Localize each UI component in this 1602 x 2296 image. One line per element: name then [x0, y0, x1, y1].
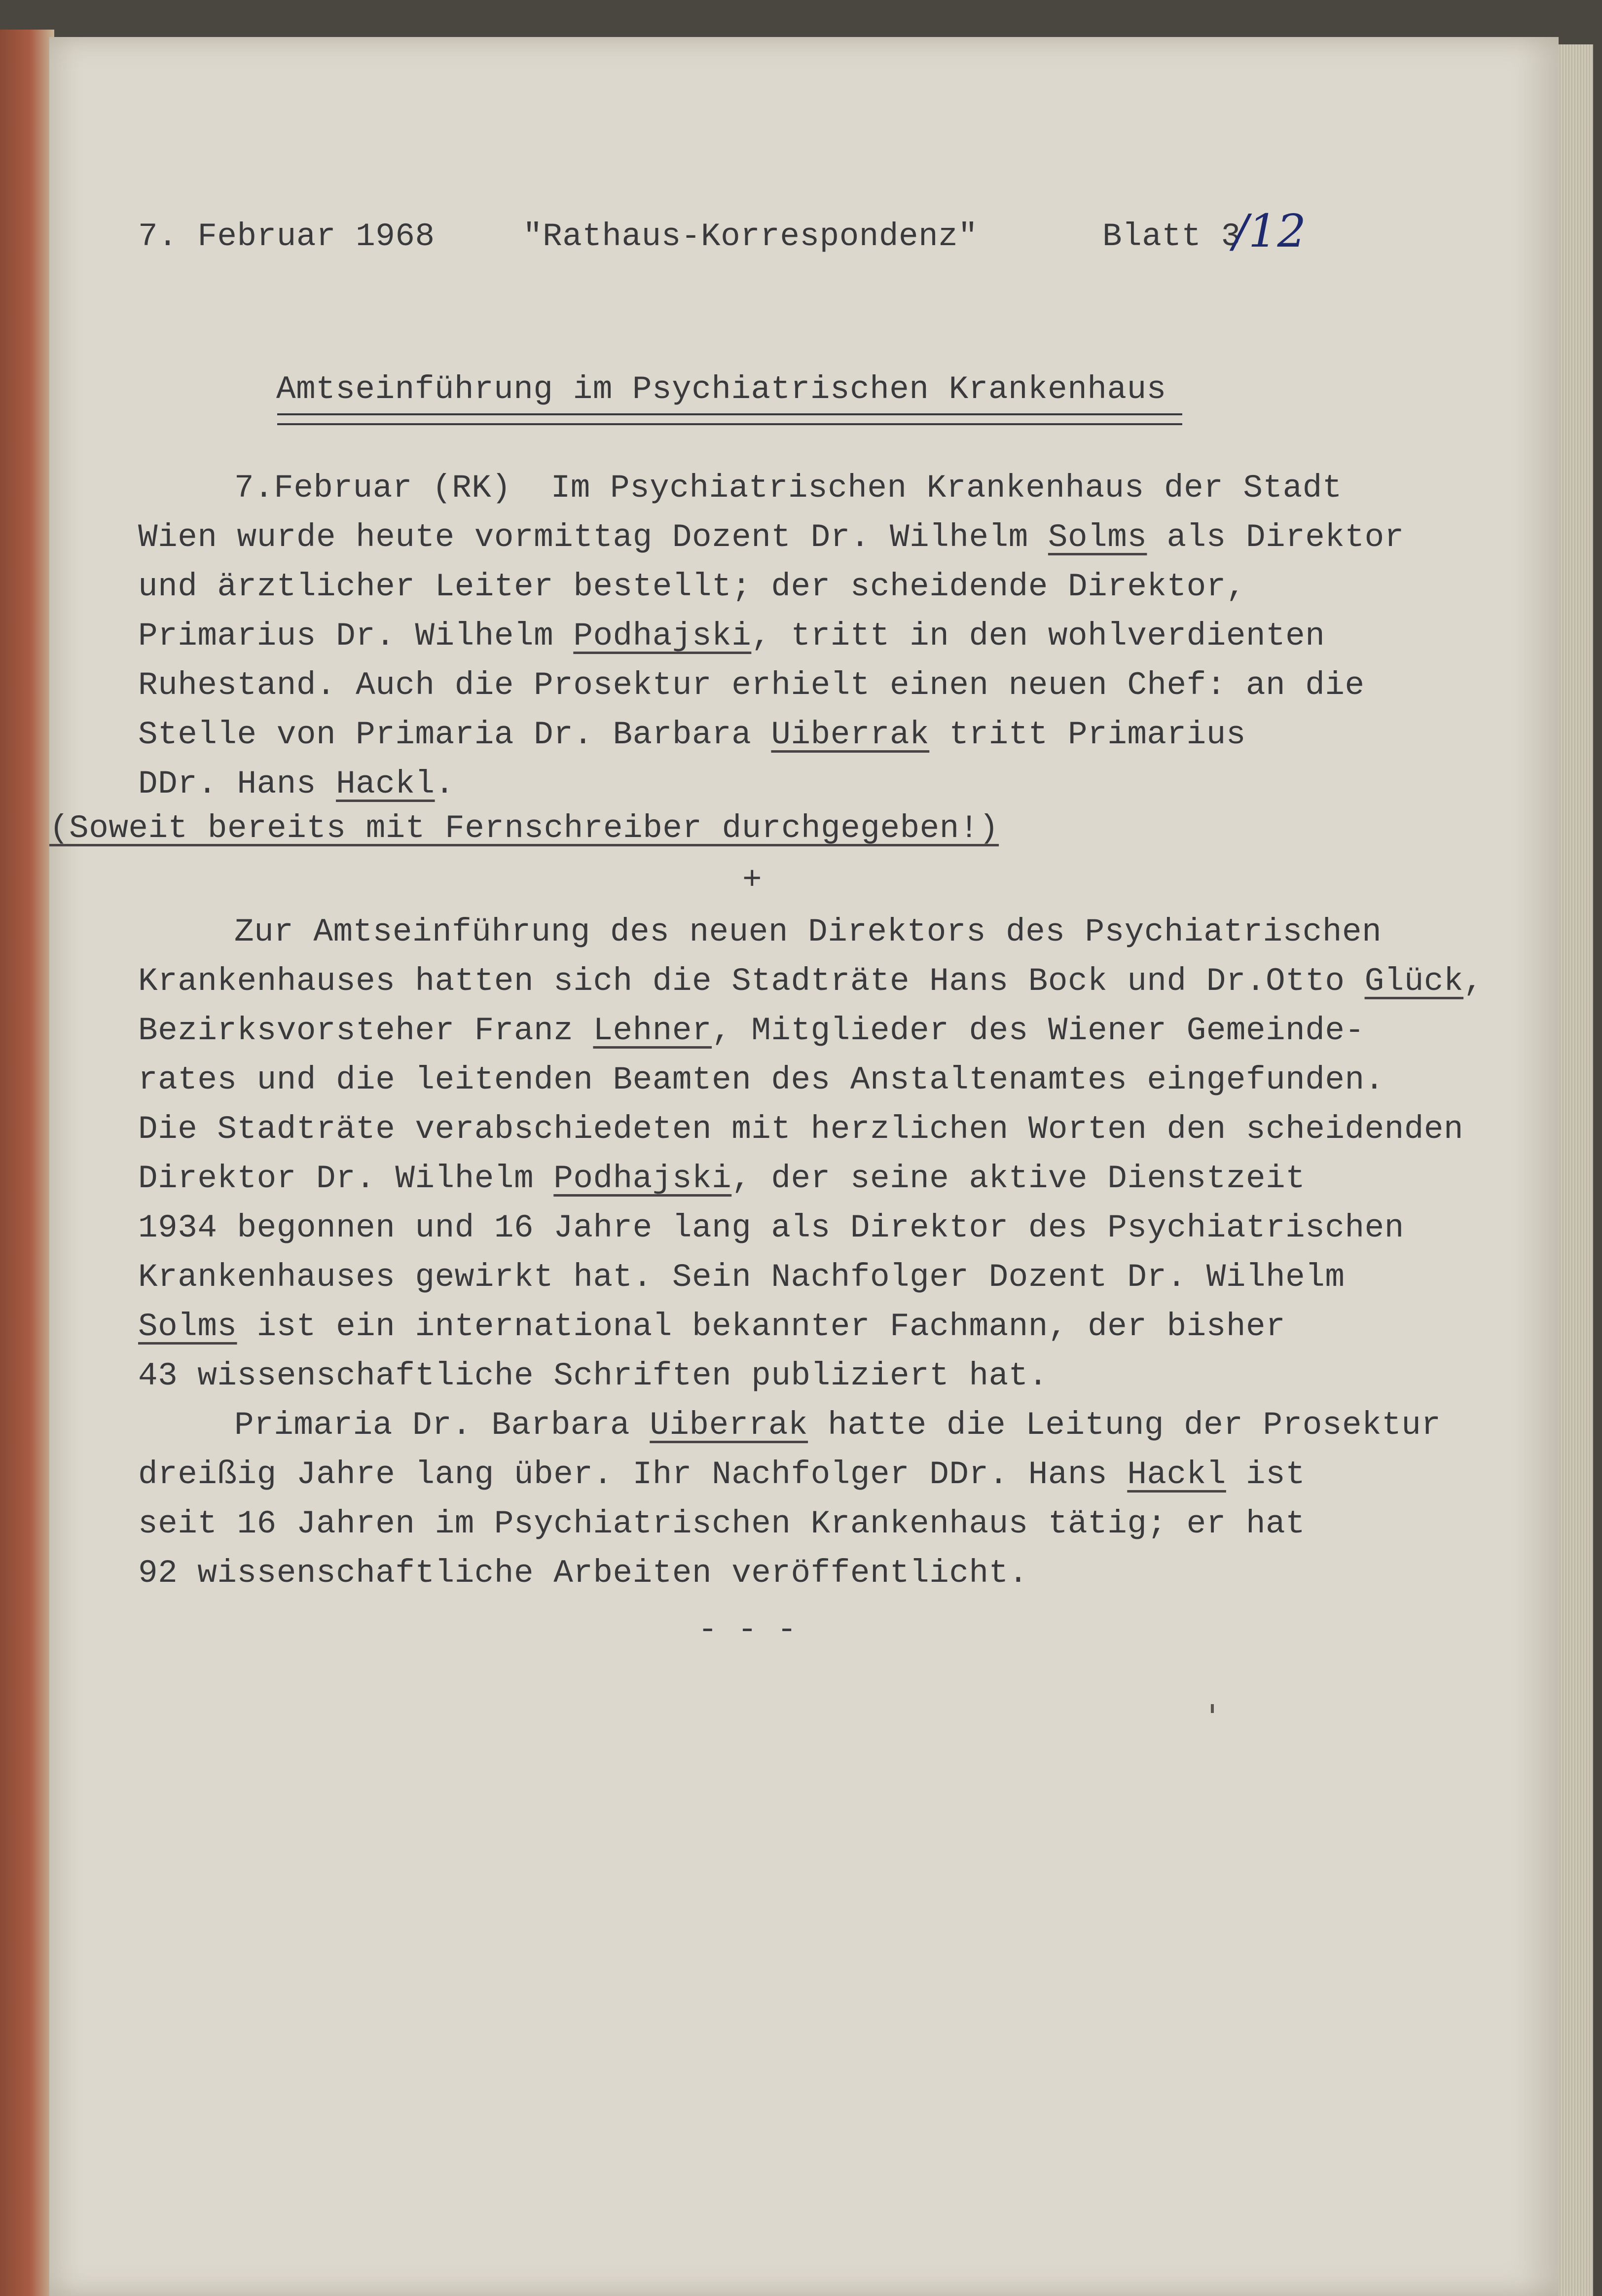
- line-text: .: [435, 765, 455, 802]
- text-line: [138, 760, 455, 809]
- text-line: [138, 513, 1404, 562]
- page-stack-edge: [1559, 44, 1593, 2296]
- handwritten-sheet-number: /12: [1233, 205, 1307, 257]
- underlined-name: Hackl: [336, 765, 435, 802]
- title-double-rule: [277, 413, 1182, 425]
- line-text: Wien wurde heute vormittag Dozent Dr. Wilhelm: [138, 519, 1048, 556]
- text-line: [234, 908, 1382, 957]
- line-text: hatte die Leitung der Prosektur: [808, 1407, 1441, 1444]
- line-text: ist ein international bekannter Fachmann, der bisher: [237, 1308, 1286, 1345]
- line-text: Die Stadträte verabschiedeten mit herzlichen Worten den scheidenden: [138, 1111, 1464, 1148]
- text-line: [138, 1499, 1305, 1549]
- line-text: Bezirksvorsteher Franz: [138, 1012, 593, 1049]
- header-publication: "Rathaus-Korrespondenz": [523, 218, 978, 255]
- line-text: Stelle von Primaria Dr. Barbara: [138, 716, 771, 753]
- paper-speck: [1211, 1704, 1214, 1713]
- line-text: , tritt in den wohlverdienten: [751, 618, 1325, 655]
- line-text: DDr. Hans: [138, 765, 336, 802]
- line-text: ,: [1463, 963, 1484, 1000]
- line-text: tritt Primarius: [929, 716, 1246, 753]
- underlined-name: Uiberrak: [771, 716, 930, 753]
- underlined-name: Podhajski: [573, 618, 752, 655]
- text-line: [138, 1450, 1305, 1499]
- text-line: [138, 1105, 1463, 1154]
- line-text: 92 wissenschaftliche Arbeiten veröffentlicht.: [138, 1555, 1028, 1592]
- end-mark: - - -: [698, 1611, 797, 1648]
- line-text: 43 wissenschaftliche Schriften publiziert hat.: [138, 1357, 1048, 1394]
- line-text: Krankenhauses hatten sich die Stadträte Hans Bock und Dr.Otto: [138, 963, 1365, 1000]
- text-line: [138, 957, 1483, 1006]
- line-text: Ruhestand. Auch die Prosektur erhielt einen neuen Chef: an die: [138, 667, 1365, 704]
- text-line: [138, 661, 1365, 710]
- text-line: [138, 612, 1325, 661]
- article-title: Amtseinführung im Psychiatrischen Krankenhaus: [276, 371, 1166, 408]
- text-line: [138, 1549, 1028, 1598]
- header-date: 7. Februar 1968: [138, 218, 435, 255]
- underlined-name: Solms: [1048, 519, 1147, 556]
- line-text: Primaria Dr. Barbara: [234, 1407, 650, 1444]
- text-line: [138, 1302, 1285, 1351]
- text-line: [234, 464, 1342, 513]
- text-line: [138, 562, 1246, 612]
- line-text: Zur Amtseinführung des neuen Direktors des Psychiatrischen: [234, 913, 1382, 950]
- line-text: 7.Februar (RK) Im Psychiatrischen Krankenhaus der Stadt: [234, 470, 1342, 507]
- section-separator: +: [742, 862, 763, 899]
- text-line: [138, 1203, 1404, 1253]
- line-text: als Direktor: [1147, 519, 1404, 556]
- text-line: [138, 1154, 1305, 1203]
- underlined-name: Podhajski: [553, 1160, 732, 1197]
- line-text: Direktor Dr. Wilhelm: [138, 1160, 554, 1197]
- book-binding: [0, 30, 54, 2296]
- line-text: rates und die leitenden Beamten des Anstaltenamtes eingefunden.: [138, 1061, 1384, 1098]
- line-text: , der seine aktive Dienstzeit: [731, 1160, 1306, 1197]
- line-text: ist: [1226, 1456, 1306, 1493]
- header-sheet-number: Blatt 3: [1102, 218, 1241, 255]
- line-text: Primarius Dr. Wilhelm: [138, 618, 574, 655]
- underlined-name: Hackl: [1127, 1456, 1226, 1493]
- line-text: und ärztlicher Leiter bestellt; der scheidende Direktor,: [138, 568, 1246, 605]
- text-line: [138, 1253, 1345, 1302]
- telex-note: (Soweit bereits mit Fernschreiber durchgegeben!): [49, 810, 999, 847]
- underlined-name: Lehner: [593, 1012, 712, 1049]
- line-text: 1934 begonnen und 16 Jahre lang als Direktor des Psychiatrischen: [138, 1209, 1404, 1246]
- line-text: , Mitglieder des Wiener Gemeinde-: [712, 1012, 1365, 1049]
- underlined-name: Uiberrak: [650, 1407, 808, 1444]
- text-line: [138, 1351, 1048, 1401]
- text-line: [138, 1056, 1384, 1105]
- line-text: Krankenhauses gewirkt hat. Sein Nachfolger Dozent Dr. Wilhelm: [138, 1259, 1345, 1296]
- underlined-name: Glück: [1364, 963, 1464, 1000]
- line-text: dreißig Jahre lang über. Ihr Nachfolger DDr. Hans: [138, 1456, 1128, 1493]
- text-line: [138, 1006, 1365, 1056]
- text-line: [234, 1401, 1441, 1450]
- underlined-name: Solms: [138, 1308, 237, 1345]
- line-text: seit 16 Jahren im Psychiatrischen Krankenhaus tätig; er hat: [138, 1505, 1306, 1542]
- text-line: [138, 710, 1246, 760]
